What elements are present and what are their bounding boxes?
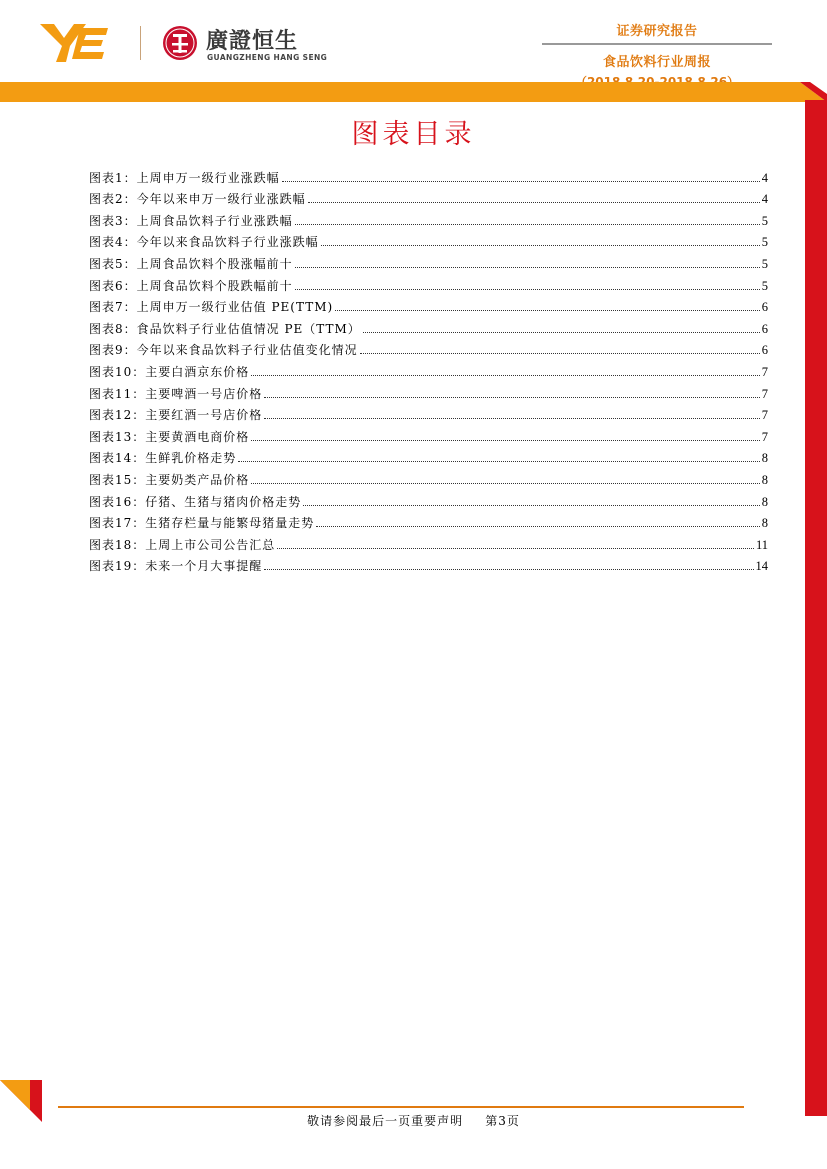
toc-dot-leader	[295, 289, 760, 290]
toc-dot-leader	[251, 440, 759, 441]
side-bar	[805, 100, 827, 1116]
toc-entry-page: 8	[761, 494, 768, 509]
toc-dot-leader	[282, 181, 760, 182]
toc-entry[interactable]	[89, 423, 768, 445]
toc-entry-label: 图表11：主要啤酒一号店价格	[89, 386, 263, 401]
toc-dot-leader	[335, 310, 760, 311]
toc-dot-leader	[321, 245, 760, 246]
toc-dot-leader	[238, 461, 759, 462]
toc-entry[interactable]	[89, 207, 768, 229]
toc-entry-page: 6	[761, 300, 768, 315]
toc-entry-page: 5	[761, 256, 768, 271]
report-subtitle: 食品饮料行业周报	[602, 55, 711, 70]
toc-entry-label: 图表9：今年以来食品饮料子行业估值变化情况	[89, 343, 358, 358]
toc-entry-page: 7	[761, 429, 768, 444]
report-type: 证券研究报告	[542, 20, 772, 45]
toc-dot-leader	[363, 332, 760, 333]
toc-entry-label: 图表12：主要红酒一号店价格	[89, 408, 263, 423]
page-title: 图表目录	[351, 119, 476, 150]
toc-entry-page: 4	[761, 192, 768, 207]
toc-entry[interactable]	[89, 380, 768, 402]
toc-entry[interactable]	[89, 294, 768, 316]
toc-entry-label: 图表3：上周食品饮料子行业涨跌幅	[89, 213, 293, 228]
toc-entry-page: 8	[761, 451, 768, 466]
toc-entry[interactable]	[89, 531, 768, 553]
toc-entry-page: 6	[761, 343, 768, 358]
toc-entry-page: 7	[761, 364, 768, 379]
toc-entry-label: 图表10：主要白酒京东价格	[89, 364, 250, 379]
toc-dot-leader	[295, 267, 760, 268]
toc-entry-page: 11	[755, 537, 768, 552]
toc-entry-page: 4	[761, 170, 768, 185]
ye-logo-icon	[40, 24, 108, 62]
toc-entry[interactable]	[89, 402, 768, 424]
toc-entry-page: 5	[761, 278, 768, 293]
toc-dot-leader	[251, 375, 759, 376]
toc-entry-label: 图表17：生猪存栏量与能繁母猪量走势	[89, 516, 315, 531]
footer-notice: 敬请参阅最后一页重要声明	[307, 1114, 464, 1128]
toc-entry-page: 5	[761, 213, 768, 228]
toc-entry[interactable]	[89, 488, 768, 510]
toc-entry-page: 6	[761, 321, 768, 336]
toc-entry-page: 8	[761, 516, 768, 531]
toc-entry-page: 14	[755, 559, 768, 574]
toc-dot-leader	[277, 548, 754, 549]
brand-name-en: GUANGZHENG HANG SENG	[207, 53, 328, 62]
toc-entry-label: 图表8：食品饮料子行业估值情况 PE（TTM）	[89, 321, 361, 336]
toc-entry[interactable]	[89, 510, 768, 532]
toc-entry-label: 图表7：上周申万一级行业估值 PE(TTM)	[89, 300, 334, 315]
toc-entry-label: 图表1：上周申万一级行业涨跌幅	[89, 170, 280, 185]
logo-divider	[140, 26, 141, 60]
toc-entry[interactable]	[89, 466, 768, 488]
toc-entry-label: 图表13：主要黄酒电商价格	[89, 429, 250, 444]
toc-entry-label: 图表2：今年以来申万一级行业涨跌幅	[89, 192, 306, 207]
report-info	[542, 20, 772, 90]
toc-entry-label: 图表4：今年以来食品饮料子行业涨跌幅	[89, 235, 319, 250]
toc-entry[interactable]	[89, 250, 768, 272]
toc-entry-label: 图表15：主要奶类产品价格	[89, 472, 250, 487]
toc-entry-page: 7	[761, 386, 768, 401]
toc-entry[interactable]	[89, 164, 768, 186]
seal-icon	[162, 25, 198, 61]
toc-dot-leader	[264, 569, 753, 570]
toc-entry-label: 图表14：生鲜乳价格走势	[89, 451, 237, 466]
toc-entry-page: 8	[761, 472, 768, 487]
toc-dot-leader	[295, 224, 760, 225]
toc-entry[interactable]	[89, 337, 768, 359]
toc-entry-label: 图表6：上周食品饮料个股跌幅前十	[89, 278, 293, 293]
toc-dot-leader	[251, 483, 759, 484]
toc-entry-label: 图表19：未来一个月大事提醒	[89, 559, 263, 574]
toc-entry[interactable]	[89, 315, 768, 337]
toc-dot-leader	[303, 505, 759, 506]
toc-dot-leader	[316, 526, 759, 527]
toc-entry[interactable]	[89, 358, 768, 380]
footer	[0, 1112, 827, 1129]
footer-divider	[58, 1106, 744, 1108]
toc-entry[interactable]	[89, 553, 768, 575]
toc-dot-leader	[264, 397, 759, 398]
toc-entry[interactable]	[89, 186, 768, 208]
table-of-figures	[89, 164, 768, 574]
toc-entry-label: 图表18：上周上市公司公告汇总	[89, 537, 276, 552]
toc-entry[interactable]	[89, 229, 768, 251]
toc-entry[interactable]	[89, 445, 768, 467]
header-band	[0, 82, 827, 102]
toc-dot-leader	[264, 418, 759, 419]
toc-entry-label: 图表16：仔猪、生猪与猪肉价格走势	[89, 494, 302, 509]
toc-entry-page: 7	[761, 408, 768, 423]
brand-name-cn: 廣證恒生	[206, 29, 299, 54]
toc-entry-label: 图表5：上周食品饮料个股涨幅前十	[89, 256, 293, 271]
toc-entry-page: 5	[761, 235, 768, 250]
toc-dot-leader	[308, 202, 760, 203]
toc-entry[interactable]	[89, 272, 768, 294]
page-number: 第3页	[485, 1114, 520, 1128]
toc-dot-leader	[360, 353, 760, 354]
